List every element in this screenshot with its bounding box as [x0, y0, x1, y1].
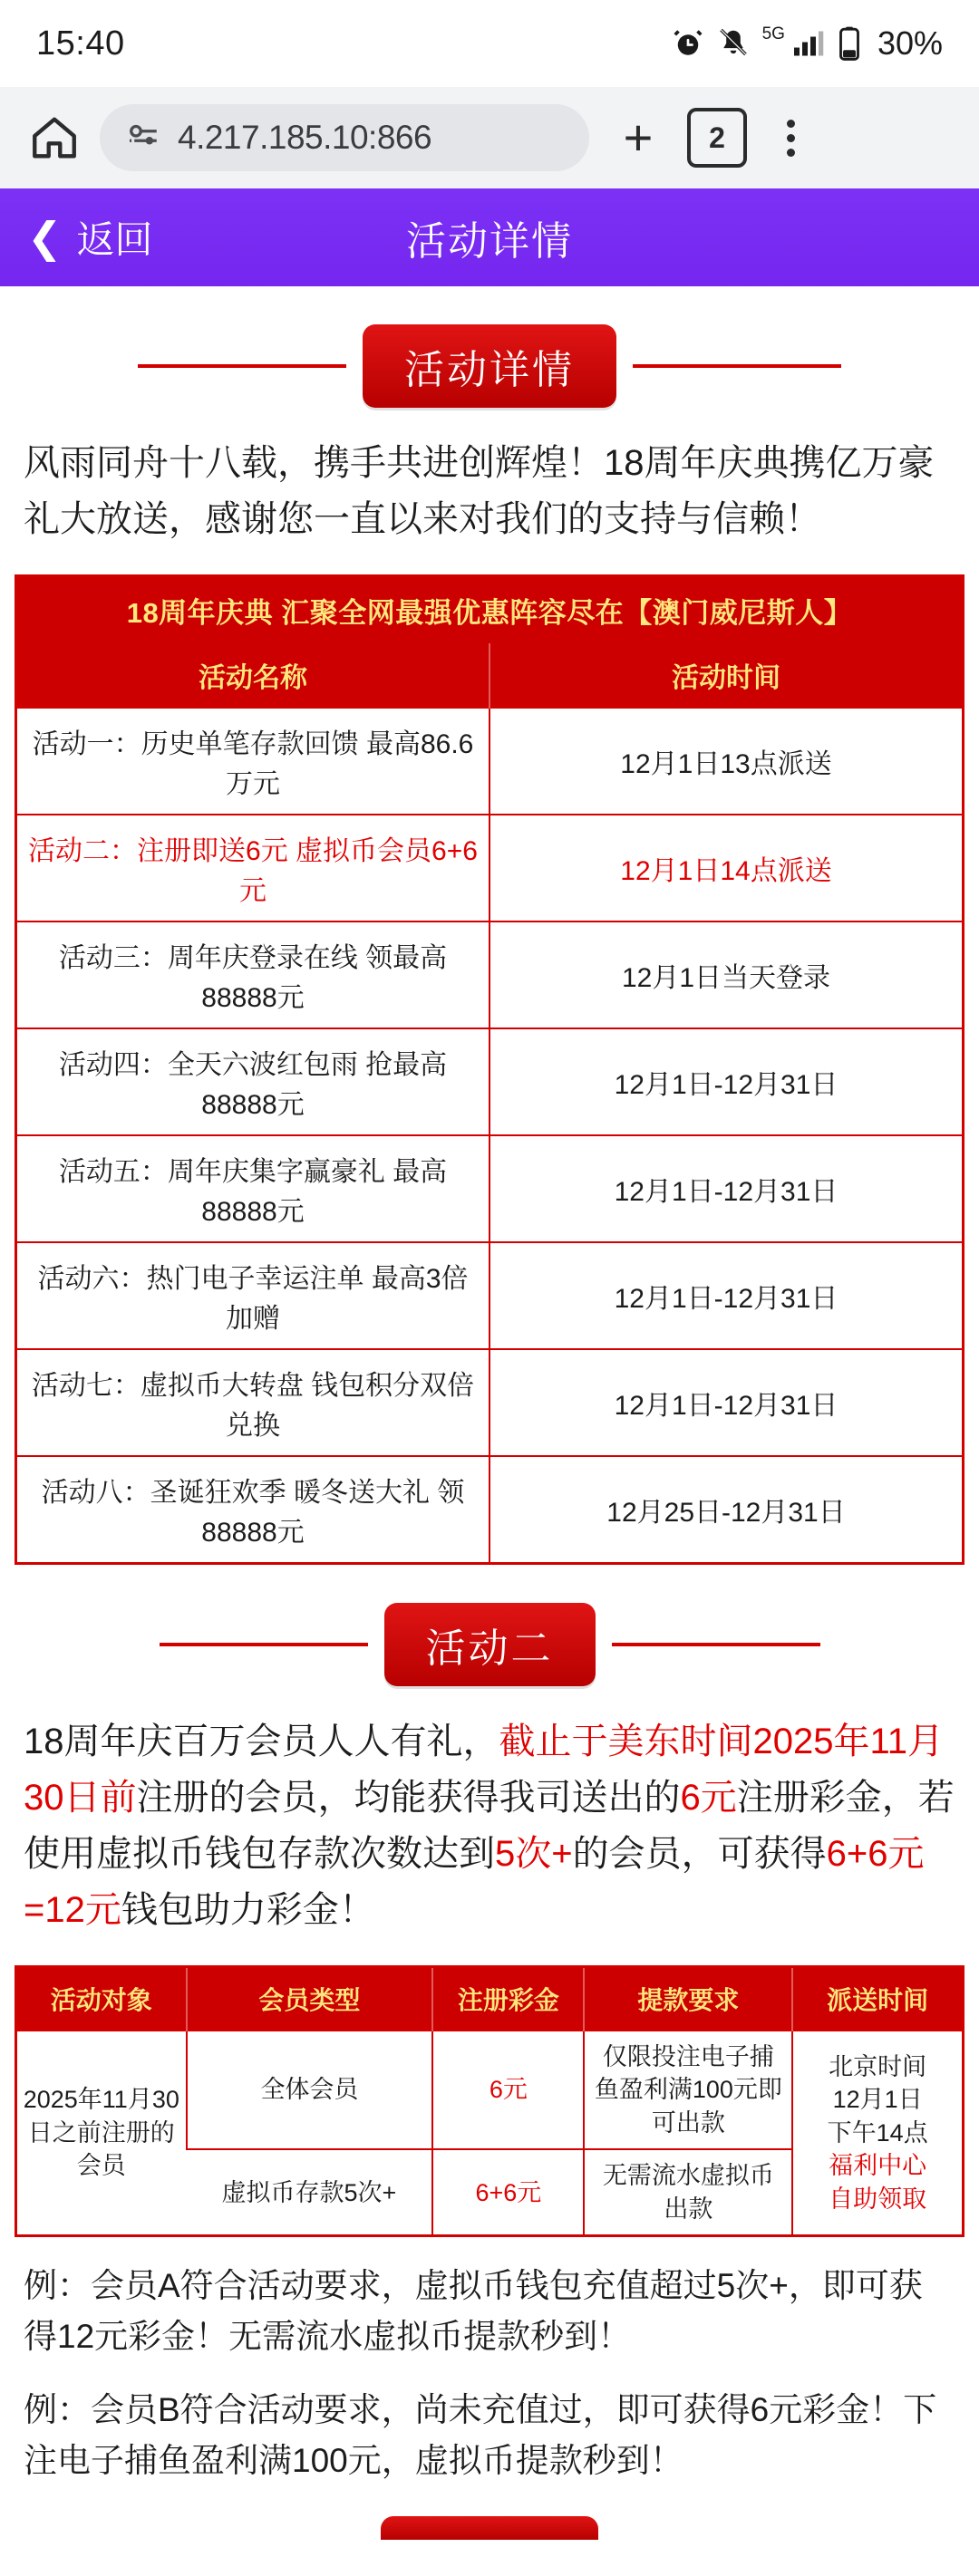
- activity-time: 12月1日当天登录: [490, 921, 964, 1028]
- example-label: 例：: [24, 2267, 91, 2305]
- table-row: [16, 2031, 964, 2149]
- activity-name: 活动七：虚拟币大转盘 钱包积分双倍兑换: [16, 1349, 490, 1456]
- table-header-row: [16, 1967, 964, 2031]
- section-banner-activity-two: [0, 1603, 979, 1686]
- desc-part: 注册的会员，均能获得我司送出的: [136, 1778, 681, 1818]
- next-section-pill: [381, 2516, 598, 2540]
- send-time-note: 自助领取: [829, 2185, 927, 2213]
- browser-toolbar: [0, 87, 979, 188]
- example-text: 会员B符合活动要求，尚未充值过，即可获得6元彩金！下注电子捕鱼盈利满100元，虚拟币提款秒到！: [24, 2391, 937, 2479]
- section-title: 活动详情: [363, 324, 616, 408]
- bonus-withdraw-requirement: 无需流水虚拟币出款: [584, 2149, 792, 2235]
- bonus-send-time: [792, 2031, 963, 2236]
- activity-name: 活动五：周年庆集字赢豪礼 最高88888元: [16, 1135, 490, 1242]
- section-banner-activity-details: [0, 324, 979, 408]
- site-settings-icon[interactable]: [123, 117, 161, 159]
- intro-paragraph: 风雨同舟十八载，携手共进创辉煌！18周年庆典携亿万豪礼大放送，感谢您一直以来对我们的支持与信赖！: [24, 443, 935, 539]
- bonus-member-type: 虚拟币存款5次+: [187, 2149, 433, 2235]
- section-title: 活动二: [384, 1603, 596, 1686]
- divider-right: [633, 364, 841, 368]
- battery-icon: [838, 26, 861, 61]
- example-label: 例：: [24, 2391, 91, 2429]
- activity-name: 活动一：历史单笔存款回馈 最高86.6万元: [16, 708, 490, 815]
- status-time: 15:40: [36, 24, 125, 63]
- desc-part: 注册彩金，若使用虚拟币钱包存款次数达到: [24, 1778, 955, 1874]
- table-row: [16, 1349, 964, 1456]
- activity-time: 12月1日-12月31日: [490, 1028, 964, 1135]
- send-time-line: 12月1日: [832, 2086, 923, 2114]
- tab-count: 2: [709, 121, 725, 154]
- table-row: [16, 921, 964, 1028]
- table-header-row: [16, 643, 964, 708]
- desc-part-highlight: 截止于美东时间2025年11月30日前: [24, 1722, 945, 1818]
- table-row: [16, 1456, 964, 1564]
- divider-right: [612, 1643, 820, 1646]
- column-header-withdraw: 提款要求: [584, 1967, 792, 2031]
- notifications-off-icon: [717, 27, 750, 60]
- activity-time: 12月25日-12月31日: [490, 1456, 964, 1564]
- table-caption-row: [16, 576, 964, 644]
- battery-percentage: 30%: [877, 24, 943, 62]
- activities-table: [15, 574, 964, 1565]
- table-row: [16, 1028, 964, 1135]
- bonus-withdraw-requirement: 仅限投注电子捕鱼盈利满100元即可出款: [584, 2031, 792, 2149]
- status-bar: [0, 0, 979, 87]
- activity-time: 12月1日-12月31日: [490, 1135, 964, 1242]
- back-button[interactable]: [0, 210, 153, 265]
- activity-two-description: [0, 1713, 979, 1938]
- bonus-target: 2025年11月30日之前注册的会员: [16, 2031, 187, 2236]
- activity-name: 活动八：圣诞狂欢季 暖冬送大礼 领88888元: [16, 1456, 490, 1564]
- signal-icon: [790, 27, 825, 60]
- example-item: [0, 2385, 979, 2485]
- activity-time: 12月1日-12月31日: [490, 1242, 964, 1349]
- activity-time: 12月1日13点派送: [490, 708, 964, 815]
- desc-part: 18周年庆百万会员人人有礼，: [24, 1722, 499, 1761]
- table-row: [16, 1242, 964, 1349]
- column-header-name: 活动名称: [16, 643, 490, 708]
- send-time-note: 福利中心: [829, 2152, 927, 2180]
- table-row: [16, 815, 964, 921]
- more-options-icon[interactable]: [763, 105, 818, 170]
- page-title: 活动详情: [406, 219, 573, 264]
- desc-part-highlight: 5次+: [495, 1834, 573, 1874]
- next-section-banner: [0, 2516, 979, 2540]
- activity-name: 活动四：全天六波红包雨 抢最高88888元: [16, 1028, 490, 1135]
- desc-part: 钱包助力彩金！: [121, 1890, 375, 1930]
- tabs-icon[interactable]: [687, 108, 747, 168]
- bonus-amount: 6+6元: [432, 2149, 584, 2235]
- table-row: [16, 1135, 964, 1242]
- column-header-bonus: 注册彩金: [432, 1967, 584, 2031]
- url-bar[interactable]: [100, 104, 589, 171]
- page-content: [0, 324, 979, 2576]
- activity-name: 活动三：周年庆登录在线 领最高88888元: [16, 921, 490, 1028]
- activity-name: 活动六：热门电子幸运注单 最高3倍加赠: [16, 1242, 490, 1349]
- column-header-target: 活动对象: [16, 1967, 187, 2031]
- column-header-member-type: 会员类型: [187, 1967, 433, 2031]
- url-text: 4.217.185.10:866: [178, 119, 432, 156]
- table-caption: 18周年庆典 汇聚全网最强优惠阵容尽在【澳门威尼斯人】: [16, 576, 964, 644]
- network-type-label: 5G: [761, 24, 785, 43]
- back-label: 返回: [76, 218, 153, 261]
- activity-time: 12月1日14点派送: [490, 815, 964, 921]
- column-header-send-time: 派送时间: [792, 1967, 963, 2031]
- home-icon[interactable]: [25, 109, 83, 167]
- bonus-member-type: 全体会员: [187, 2031, 433, 2149]
- bonus-amount: 6元: [432, 2031, 584, 2149]
- bonus-details-table-body: [16, 1967, 964, 2236]
- send-time-line: 北京时间: [829, 2053, 927, 2080]
- new-tab-icon[interactable]: +: [623, 109, 654, 166]
- column-header-time: 活动时间: [490, 643, 964, 708]
- chevron-left-icon: ❮: [27, 214, 63, 261]
- status-icons: [672, 24, 943, 63]
- activity-time: 12月1日-12月31日: [490, 1349, 964, 1456]
- desc-part-highlight: 6元: [680, 1778, 737, 1818]
- table-row: [16, 708, 964, 815]
- divider-left: [138, 364, 346, 368]
- divider-left: [160, 1643, 368, 1646]
- bonus-details-table: [15, 1965, 964, 2237]
- example-text: 会员A符合活动要求，虚拟币钱包充值超过5次+，即可获得12元彩金！无需流水虚拟币提款秒到！: [24, 2267, 923, 2355]
- activity-name: 活动二：注册即送6元 虚拟币会员6+6元: [16, 815, 490, 921]
- send-time-line: 下午14点: [827, 2118, 928, 2147]
- example-item: [0, 2261, 979, 2361]
- desc-part-highlight: 6+6元=12元: [24, 1834, 925, 1930]
- desc-part: 的会员，可获得: [572, 1834, 827, 1874]
- app-header: [0, 188, 979, 286]
- alarm-icon: [672, 27, 704, 60]
- activities-table-body: [16, 576, 964, 1564]
